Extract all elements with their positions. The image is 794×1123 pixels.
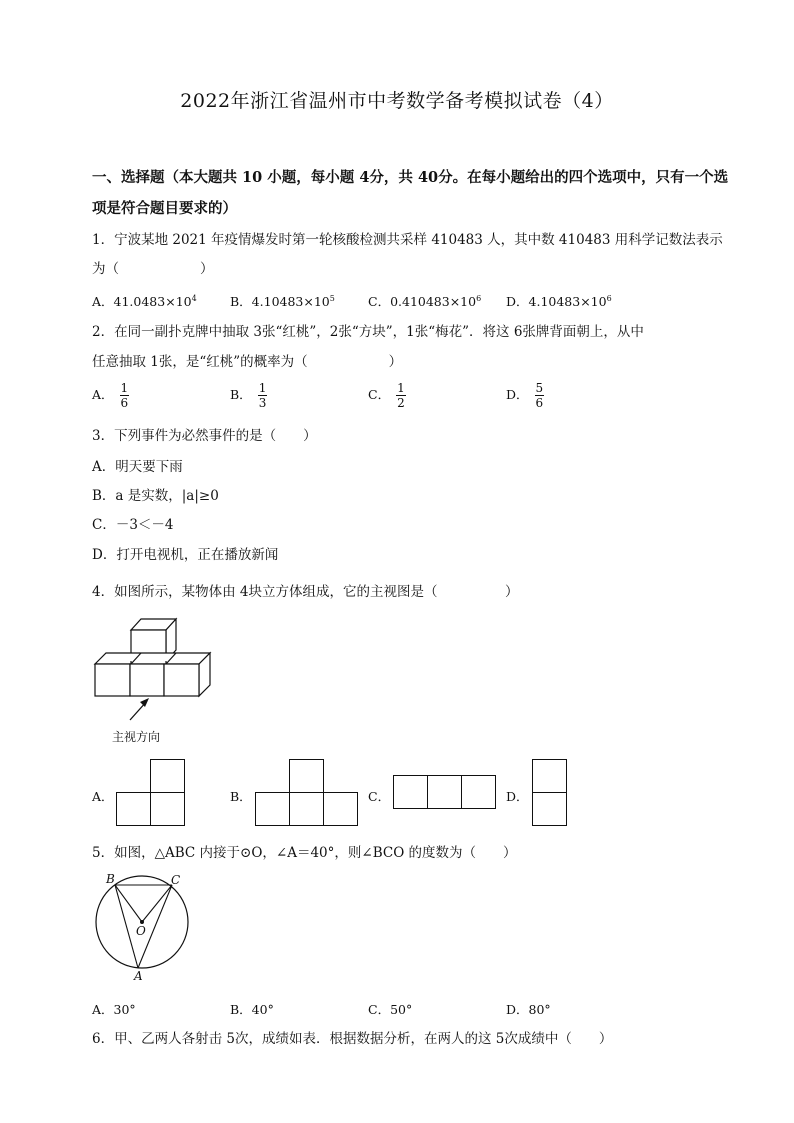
- q5-point-c: C: [171, 873, 181, 887]
- q2-stem-line2: 任意抽取 1张，是“红桃”的概率为（ ）: [92, 354, 403, 370]
- q5-option-c[interactable]: C．50°: [368, 1002, 413, 1017]
- q2-stem-line1: 2．在同一副扑克牌中抽取 3张“红桃”，2张“方块”，1张“梅花”．将这 6张牌背面朝上，从中: [92, 324, 644, 340]
- q4-option-d-label[interactable]: D．: [506, 789, 529, 804]
- q5-option-d[interactable]: D．80°: [506, 1002, 551, 1017]
- q5-point-o: O: [136, 924, 146, 938]
- q1-option-d[interactable]: D．$4.10483\times 10^6$: [506, 293, 612, 309]
- section-heading-line1: 一、选择题（本大题共 10 小题，每小题 4分，共 40分。在每小题给出的四个选项中，只有一个选: [92, 169, 729, 186]
- page-title: 2022年浙江省温州市中考数学备考模拟试卷（4）: [180, 90, 614, 112]
- q3-option-a[interactable]: A．明天要下雨: [92, 459, 183, 475]
- section-heading-line2: 项是符合题目要求的）: [92, 200, 237, 217]
- q2-option-d[interactable]: D． $\frac{5}{6}$: [506, 381, 544, 410]
- q3-option-b[interactable]: B．a 是实数，|a|≥0: [92, 488, 219, 504]
- q4-option-b-label[interactable]: B．: [230, 789, 252, 804]
- q4-view-arrow: [126, 696, 156, 722]
- q1-option-b[interactable]: B．$4.10483\times 10^5$: [230, 293, 335, 309]
- q5-option-b[interactable]: B．40°: [230, 1002, 274, 1017]
- q6-stem: 6．甲、乙两人各射击 5次，成绩如表．根据数据分析，在两人的这 5次成绩中（ ）: [92, 1031, 613, 1047]
- q3-option-d[interactable]: D．打开电视机，正在播放新闻: [92, 547, 279, 563]
- q3-stem: 3．下列事件为必然事件的是（ ）: [92, 428, 317, 444]
- q5-option-a[interactable]: A．30°: [92, 1002, 136, 1017]
- q5-stem: 5．如图，△ABC 内接于⊙O，∠A＝40°，则∠BCO 的度数为（ ）: [92, 845, 517, 861]
- q4-option-c-label[interactable]: C．: [368, 789, 391, 804]
- q4-option-a-label[interactable]: A．: [92, 789, 114, 804]
- q3-option-c[interactable]: C．－3＜－4: [92, 517, 174, 533]
- q5-point-b: B: [106, 872, 115, 886]
- q1-stem-line1: 1．宁波某地 2021 年疫情爆发时第一轮核酸检测共采样 410483 人，其中数 410483 用科学记数法表示: [92, 232, 723, 248]
- q5-point-a: A: [134, 969, 143, 983]
- q4-cube-figure: [94, 616, 214, 698]
- q4-stem: 4．如图所示，某物体由 4块立方体组成，它的主视图是（ ）: [92, 584, 519, 600]
- q2-option-c[interactable]: C． $\frac{1}{2}$: [368, 381, 405, 410]
- q1-stem-line2: 为（ ）: [92, 261, 214, 277]
- q2-option-a[interactable]: A． $\frac{1}{6}$: [92, 381, 129, 410]
- q1-option-c[interactable]: C．$0.410483\times 10^6$: [368, 293, 482, 309]
- q4-view-caption: 主视方向: [112, 730, 161, 744]
- q2-option-b[interactable]: B． $\frac{1}{3}$: [230, 381, 267, 410]
- q1-option-a[interactable]: A．$41.0483\times 10^4$: [92, 293, 197, 309]
